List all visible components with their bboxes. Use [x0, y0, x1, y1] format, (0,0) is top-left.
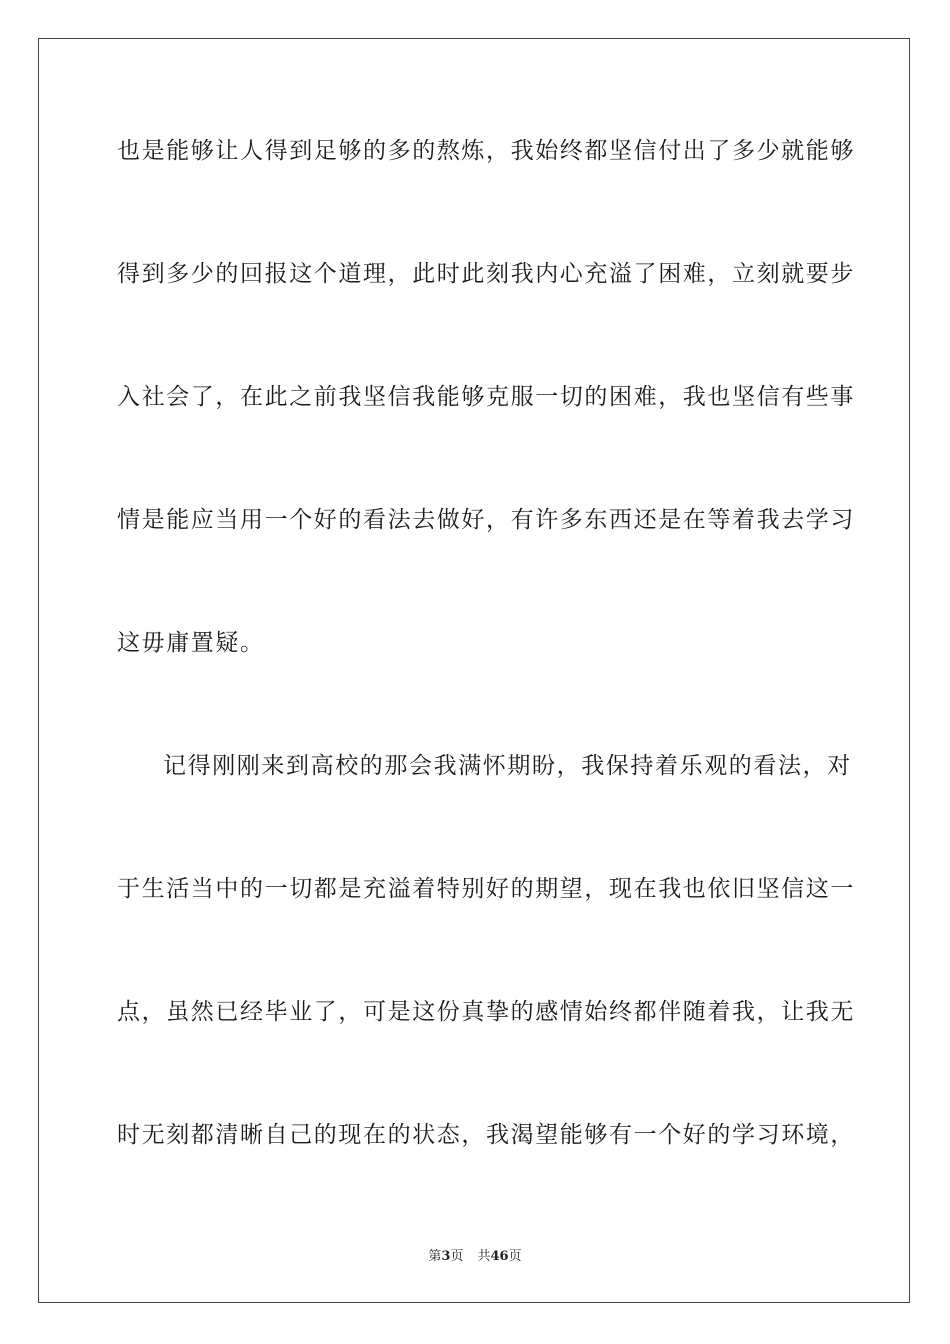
body-text-line: 时无刻都清晰自己的现在的状态，我渴望能够有一个好的学习环境， — [117, 1122, 855, 1148]
page-border — [38, 38, 910, 1303]
body-text-line: 点，虽然已经毕业了，可是这份真挚的感情始终都伴随着我，让我无 — [117, 999, 855, 1025]
body-text-line: 于生活当中的一切都是充溢着特别好的期望，现在我也依旧坚信这一 — [117, 876, 855, 902]
page-suffix: 页 — [450, 1249, 464, 1264]
page-number: 3 — [441, 1249, 451, 1264]
page-footer — [0, 1248, 950, 1266]
total-pages: 46 — [490, 1249, 509, 1264]
total-suffix: 页 — [508, 1249, 522, 1264]
body-text-line: 得到多少的回报这个道理，此时此刻我内心充溢了困难，立刻就要步 — [117, 261, 855, 287]
body-text-line: 也是能够让人得到足够的多的熬炼，我始终都坚信付出了多少就能够 — [117, 138, 855, 164]
paragraph-first-line: 记得刚刚来到高校的那会我满怀期盼，我保持着乐观的看法，对 — [163, 753, 852, 779]
total-prefix: 共 — [477, 1249, 491, 1264]
page-prefix: 第 — [428, 1249, 442, 1264]
body-text-line: 这毋庸置疑。 — [117, 630, 265, 656]
body-text-line: 情是能应当用一个好的看法去做好，有许多东西还是在等着我去学习 — [117, 507, 855, 533]
body-text-line: 入社会了，在此之前我坚信我能够克服一切的困难，我也坚信有些事 — [117, 384, 855, 410]
